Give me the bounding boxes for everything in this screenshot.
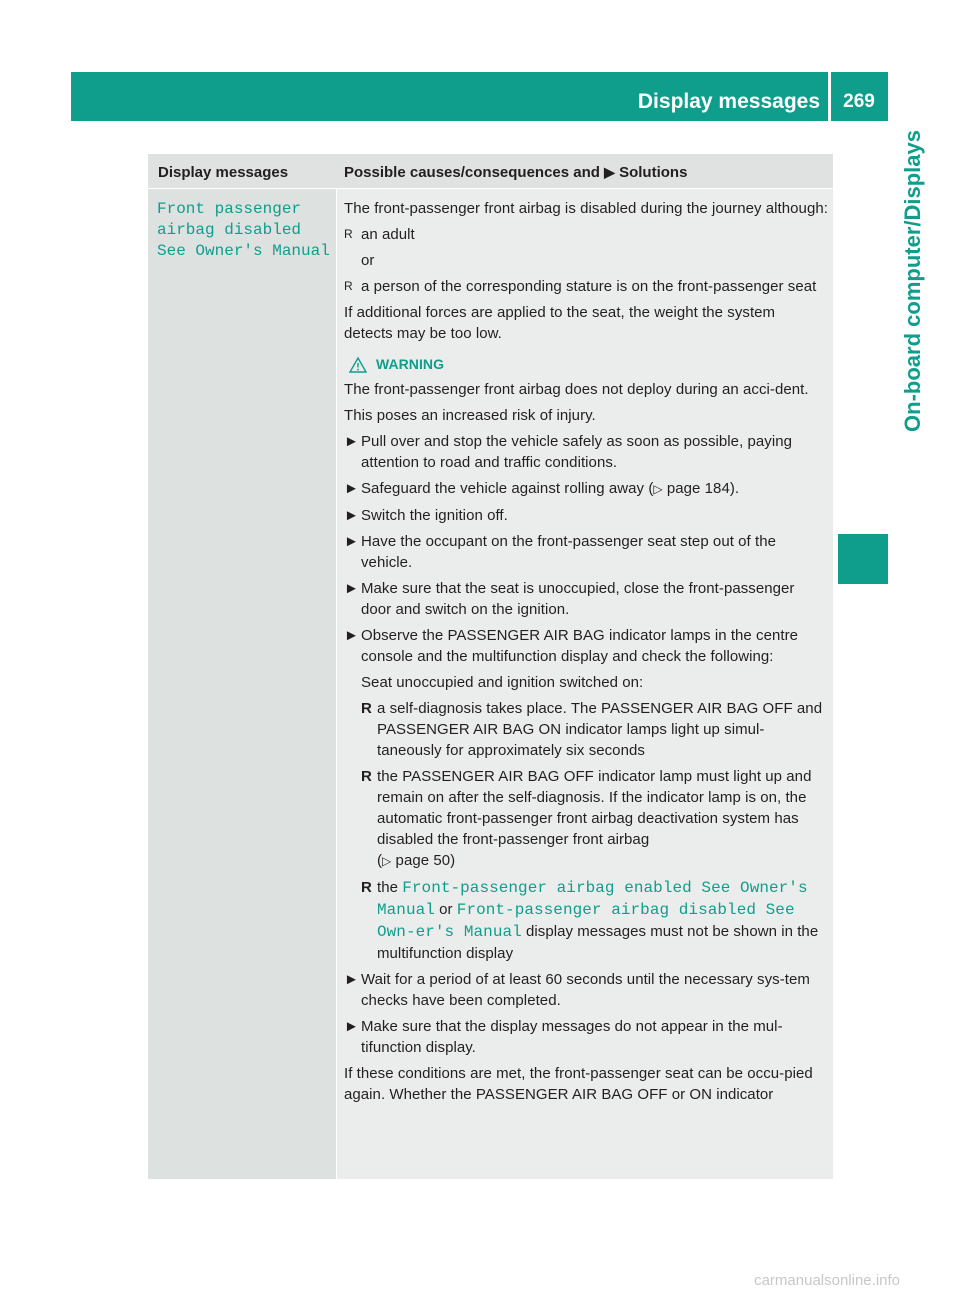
bullet-r-icon: R	[344, 279, 353, 293]
sub-heading: Seat unoccupied and ignition switched on:	[361, 674, 644, 691]
page-ref-icon: ▷	[382, 854, 392, 868]
section-title: Display messages	[637, 90, 820, 113]
warning-text: This poses an increased risk of injury.	[344, 407, 596, 424]
warning-triangle-icon	[349, 357, 367, 373]
step-arrow-icon: ►	[344, 507, 359, 524]
bullet-r-icon: R	[361, 768, 372, 785]
step-arrow-icon: ►	[344, 1018, 359, 1035]
bullet-r-icon: R	[344, 227, 353, 241]
header-prefix: Possible causes/consequences and	[344, 164, 600, 181]
table-header-row	[148, 154, 833, 188]
display-messages-table	[148, 154, 833, 1179]
warning-label: WARNING	[376, 356, 445, 372]
header-suffix: Solutions	[619, 164, 688, 181]
solutions-column	[337, 189, 833, 1179]
chapter-label: On-board computer/Displays	[900, 130, 925, 432]
inline-display-message: Front-passenger airbag disabled See Own-er's Manual	[377, 901, 795, 941]
or-text: or	[361, 252, 375, 269]
step-item: ► Observe the PASSENGER AIR BAG indicator lamps in the centre console and the multifunction display and check the following:	[344, 627, 799, 665]
step-item: ► Make sure that the display messages do not appear in the mul-tifunction display.	[344, 1018, 783, 1056]
closing-paragraph: If these conditions are met, the front-passenger seat can be occu-pied again. Whether the PASSENGER AIR BAG OFF or ON indicator	[344, 1065, 813, 1103]
chapter-side-tab	[838, 130, 925, 560]
solutions-content	[344, 198, 828, 1105]
list-item: R a person of the corresponding stature is on the front-passenger seat	[344, 278, 817, 295]
column-header-solutions	[344, 164, 687, 181]
column-header-messages: Display messages	[158, 164, 289, 181]
step-arrow-icon: ►	[344, 971, 359, 988]
message-line-3: See Owner's Manual	[157, 242, 330, 260]
intro-paragraph: The front-passenger front airbag is disabled during the journey although:	[344, 200, 828, 217]
step-arrow-icon: ►	[344, 627, 359, 644]
bullet-r-icon: R	[361, 879, 372, 896]
warning-heading	[344, 354, 828, 375]
step-item: ► Switch the ignition off.	[344, 507, 508, 524]
check-item: R the PASSENGER AIR BAG OFF indicator lamp must light up and remain on after the self-diagnosis. If the indicator lamp is on, the automatic front-passenger front airbag deactivation system has disabled the front-passenger front airbag (▷ page 50)	[361, 768, 812, 869]
chapter-marker-block	[838, 534, 888, 584]
watermark: carmanualsonline.info	[754, 1272, 900, 1289]
page-header	[71, 72, 888, 121]
message-line-2: airbag disabled	[157, 221, 302, 239]
step-arrow-icon: ►	[344, 480, 359, 497]
bullet-r-icon: R	[361, 700, 372, 717]
step-arrow-icon: ►	[344, 433, 359, 450]
list-item: R an adult	[344, 226, 415, 243]
step-arrow-icon: ►	[344, 580, 359, 597]
message-line-1: Front passenger	[157, 200, 302, 218]
header-divider	[828, 72, 831, 121]
page-number: 269	[843, 91, 875, 112]
inline-display-message: Front-passenger airbag enabled See Owner's Manual	[377, 879, 808, 919]
page-ref-icon: ▷	[653, 482, 663, 496]
step-item: ► Have the occupant on the front-passenger seat step out of the vehicle.	[344, 533, 776, 571]
check-item: R a self-diagnosis takes place. The PASSENGER AIR BAG OFF and PASSENGER AIR BAG ON indicator lamps light up simul-taneously for approximately six seconds	[361, 700, 823, 759]
step-arrow-icon: ►	[344, 533, 359, 550]
step-item: ► Make sure that the seat is unoccupied, close the front-passenger door and switch on the ignition.	[344, 580, 795, 618]
arrow-right-icon: ▶	[604, 164, 615, 180]
step-item: ► Safeguard the vehicle against rolling away (▷ page 184).	[344, 480, 740, 497]
paragraph: If additional forces are applied to the seat, the weight the system detects may be too low.	[344, 304, 776, 342]
step-item: ► Pull over and stop the vehicle safely as soon as possible, paying attention to road and traffic conditions.	[344, 433, 793, 471]
warning-text: The front-passenger front airbag does not deploy during an acci-dent.	[344, 381, 809, 398]
message-column	[148, 189, 336, 1179]
check-item: R the Front-passenger airbag enabled See Owner's Manual or Front-passenger airbag disabled See Own-er's Manual display messages must not be shown in the multifunction display	[361, 879, 819, 962]
display-message	[157, 199, 330, 262]
step-item: ► Wait for a period of at least 60 seconds until the necessary sys-tem checks have been completed.	[344, 971, 810, 1009]
